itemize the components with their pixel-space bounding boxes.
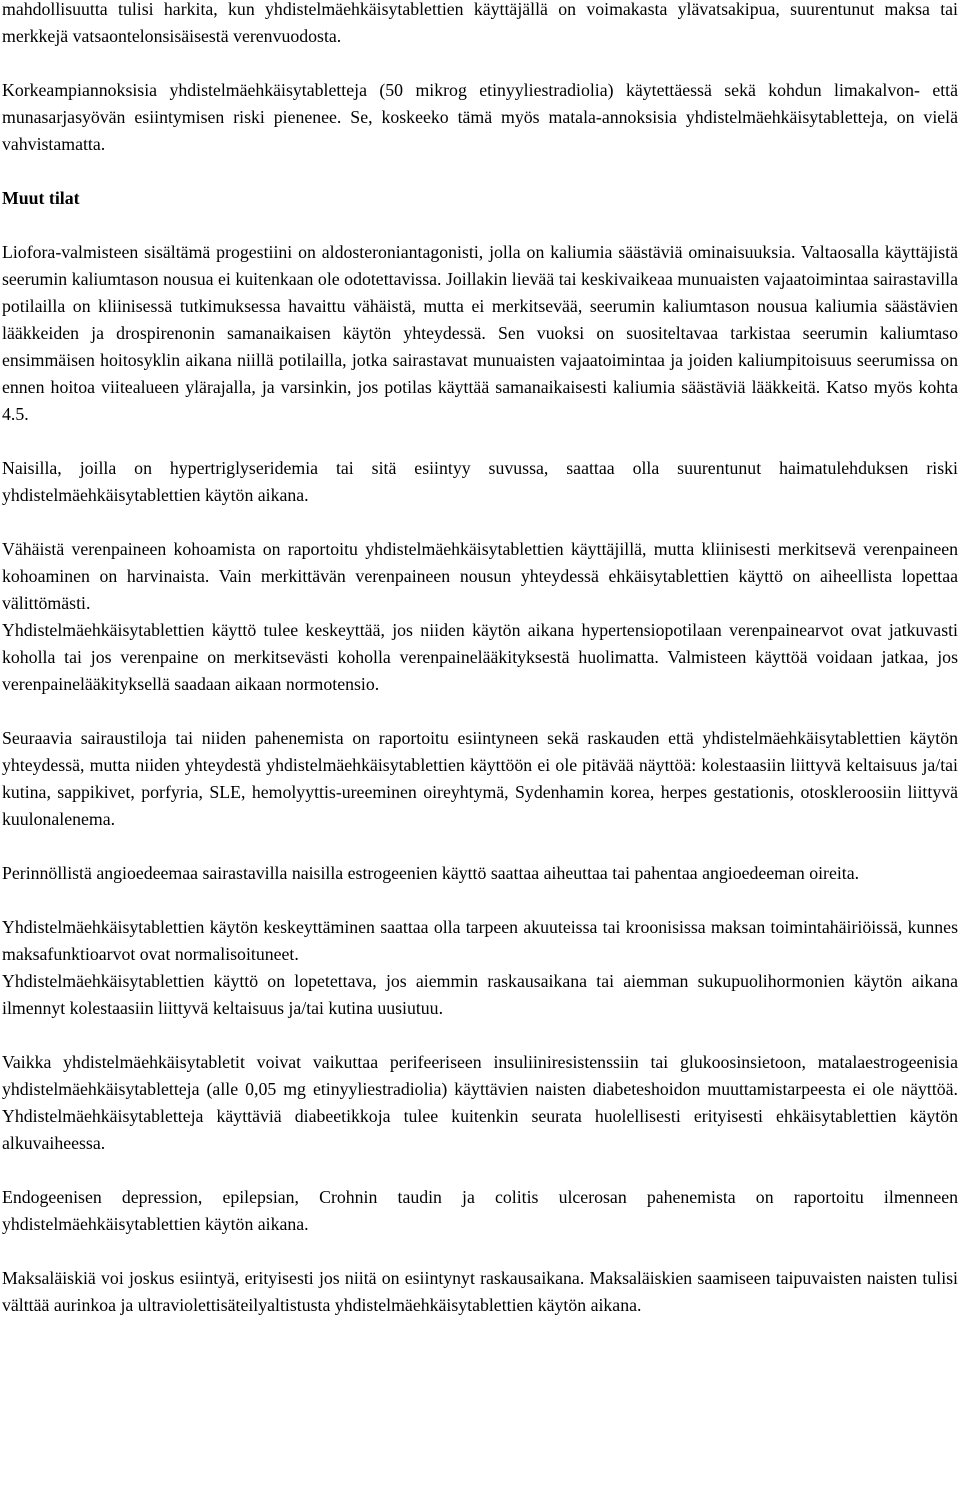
paragraph-gap [2,698,958,725]
section-heading-muut-tilat: Muut tilat [2,188,80,208]
paragraph-gap [2,833,958,860]
paragraph-gap [2,509,958,536]
paragraph-hypertension: Yhdistelmäehkäisytablettien käyttö tulee keskeyttää, jos niiden käytön aikana hypertensiopotilaan verenpainearvot ovat jatkuvasti koholla tai jos verenpaine on merkitsevästi koholla verenpainelääkityksestä huolimatta. Valmisteen käyttöä voidaan jatkaa, jos verenpainelääkityksellä saadaan aikaan normotensio. [2,620,958,694]
paragraph-gap [2,1238,958,1265]
paragraph-gap [2,1157,958,1184]
paragraph-depression: Endogeenisen depression, epilepsian, Crohnin taudin ja colitis ulcerosan pahenemista on raportoitu ilmenneen yhdistelmäehkäisytablettien käytön aikana. [2,1187,958,1234]
paragraph-gap [2,428,958,455]
paragraph-hypertriglyceridemia: Naisilla, joilla on hypertriglyseridemia tai sitä esiintyy suvussa, saattaa olla suurentunut haimatulehduksen riski yhdistelmäehkäisytablettien käytön aikana. [2,458,958,505]
paragraph-gap [2,212,958,239]
paragraph-gap [2,887,958,914]
paragraph-gap [2,50,958,77]
paragraph-angioedema: Perinnöllistä angioedeemaa sairastavilla naisilla estrogeenien käyttö saattaa aiheuttaa tai pahentaa angioedeeman oireita. [2,863,860,883]
paragraph-gap [2,158,958,185]
document-page [2,0,958,1319]
paragraph-chloasma: Maksaläiskiä voi joskus esiintyä, erityisesti jos niitä on esiintynyt raskausaikana. Maksaläiskien saamiseen taipuvaisten naisten tulisi välttää aurinkoa ja ultraviolettisäteilyaltistusta yhdistelmäehkäisytablettien käytön aikana. [2,1268,958,1315]
paragraph-diabetes: Vaikka yhdistelmäehkäisytabletit voivat vaikuttaa perifeeriseen insuliiniresistenssiin tai glukoosinsietoon, matalaestrogeenisia yhdistelmäehkäisytabletteja (alle 0,05 mg etinyyliestradiolia) käyttävien naisten diabeteshoidon muuttamistarpeesta ei ole näyttöä. Yhdistelmäehkäisytabletteja käyttäviä diabeetikkoja tulee kuitenkin seurata huolellisesti erityisesti ehkäisytablettien käytön alkuvaiheessa. [2,1052,958,1153]
paragraph-blood-pressure: Vähäistä verenpaineen kohoamista on raportoitu yhdistelmäehkäisytablettien käyttäjillä, mutta kliinisesti merkitsevä verenpaineen kohoaminen on harvinaista. Vain merkittävän verenpaineen nousun yhteydessä ehkäisytablettien käyttö on aiheellista lopettaa välittömästi. [2,539,958,613]
paragraph-cancer-risk: Korkeampiannoksisia yhdistelmäehkäisytabletteja (50 mikrog etinyyliestradiolia) käytettäessä sekä kohdun limakalvon- että munasarjasyövän esiintymisen riski pienenee. Se, koskeeko tämä myös matala-annoksisia yhdistelmäehkäisytabletteja, on vielä vahvistamatta. [2,80,958,154]
paragraph-liver-function: Yhdistelmäehkäisytablettien käytön keskeyttäminen saattaa olla tarpeen akuuteissa tai kroonisissa maksan toimintahäiriöissä, kunnes maksafunktioarvot ovat normalisoituneet. [2,917,958,964]
paragraph-cholestasis: Yhdistelmäehkäisytablettien käyttö on lopetettava, jos aiemmin raskausaikana tai aiemman sukupuolihormonien käytön aikana ilmennyt kolestaasiin liittyvä keltaisuus ja/tai kutina uusiutuu. [2,971,958,1018]
paragraph-conditions: Seuraavia sairaustiloja tai niiden pahenemista on raportoitu esiintyneen sekä raskauden että yhdistelmäehkäisytablettien käytön yhteydessä, mutta niiden yhteydestä yhdistelmäehkäisytablettien käyttöön ei ole pitävää näyttöä: kolestaasiin liittyvä keltaisuus ja/tai kutina, sappikivet, porfyria, SLE, hemolyyttis-ureeminen oireyhtymä, Sydenhamin korea, herpes gestationis, otoskleroosiin liittyvä kuulonalenema. [2,728,958,829]
paragraph-gap [2,1022,958,1049]
paragraph-liver-warning: mahdollisuutta tulisi harkita, kun yhdistelmäehkäisytablettien käyttäjällä on voimakasta ylävatsakipua, suurentunut maksa tai merkkejä vatsaontelonsisäisestä verenvuodosta. [2,0,958,46]
paragraph-potassium: Liofora-valmisteen sisältämä progestiini on aldosteroniantagonisti, jolla on kaliumia säästäviä ominaisuuksia. Valtaosalla käyttäjistä seerumin kaliumtason nousua ei kuitenkaan ole odotettavissa. Joillakin lievää tai keskivaikeaa munuaisten vajaatoimintaa sairastavilla potilailla on kliinisessä tutkimuksessa havaittu vähäistä, mutta ei merkitsevää, seerumin kaliumtason nousua kaliumia säästävien lääkkeiden ja drospirenonin samanaikaisen käytön yhteydessä. Sen vuoksi on suositeltavaa tarkistaa seerumin kaliumtaso ensimmäisen hoitosyklin aikana niillä potilailla, jotka sairastavat munuaisten vajaatoimintaa ja joiden kaliumpitoisuus seerumissa on ennen hoitoa viitealueen ylärajalla, ja varsinkin, jos potilas käyttää samanaikaisesti kaliumia säästäviä lääkkeitä. Katso myös kohta 4.5. [2,242,958,424]
